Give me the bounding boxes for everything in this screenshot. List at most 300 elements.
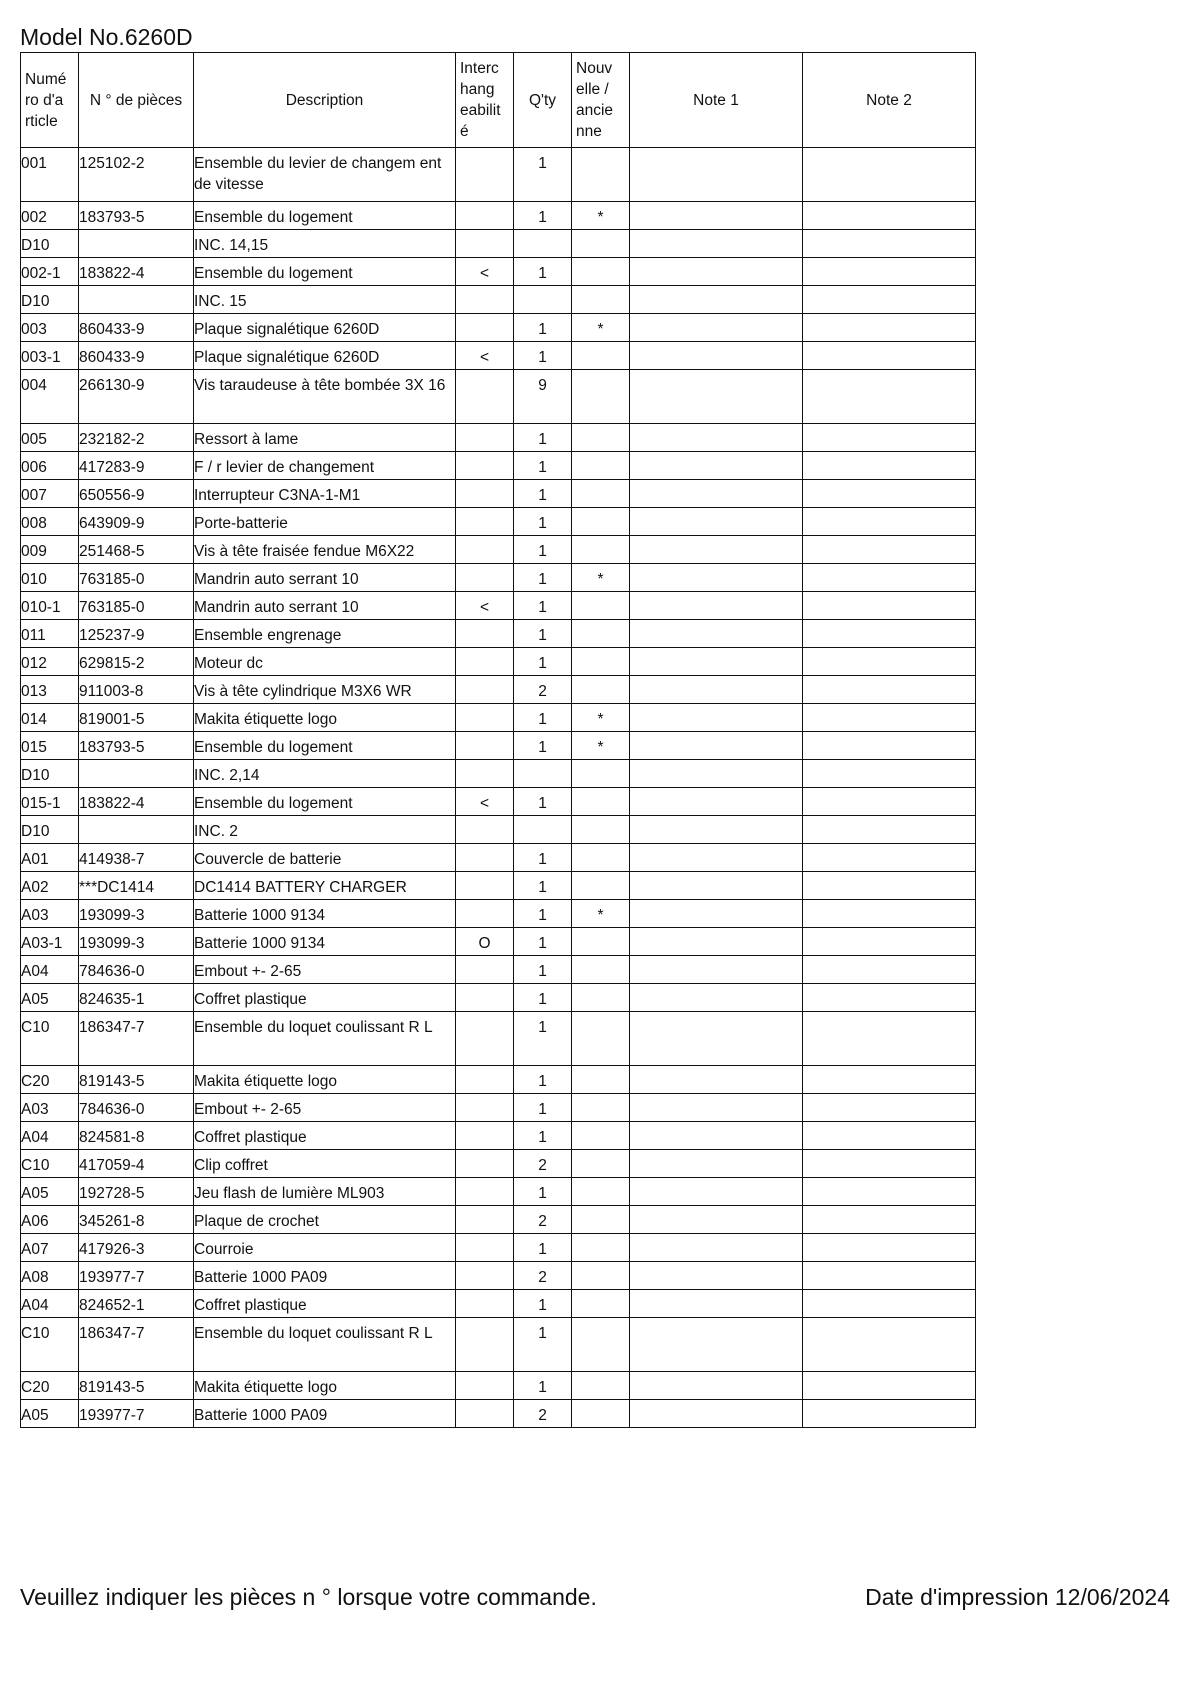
quantity-cell: 1 [514, 1178, 572, 1206]
new-old-cell [572, 1066, 630, 1094]
table-row [21, 1400, 976, 1428]
table-row [21, 342, 976, 370]
note-2-cell [803, 314, 976, 342]
note-1-cell [630, 148, 803, 202]
quantity-cell: 1 [514, 342, 572, 370]
header-quantity: Q'ty [514, 53, 572, 148]
description-cell: DC1414 BATTERY CHARGER [194, 872, 456, 900]
note-2-cell [803, 592, 976, 620]
description-cell: Batterie 1000 9134 [194, 928, 456, 956]
note-2-cell [803, 370, 976, 424]
header-part-number: N ° de pièces [79, 53, 194, 148]
note-1-cell [630, 258, 803, 286]
table-row [21, 704, 976, 732]
note-2-cell [803, 844, 976, 872]
quantity-cell: 1 [514, 984, 572, 1012]
part-number-cell: 819143-5 [79, 1066, 194, 1094]
part-number-cell: 629815-2 [79, 648, 194, 676]
header-description: Description [194, 53, 456, 148]
interchangeability-cell [456, 1318, 514, 1372]
note-1-cell [630, 732, 803, 760]
part-number-cell [79, 816, 194, 844]
new-old-cell: * [572, 202, 630, 230]
description-cell: Embout +- 2-65 [194, 1094, 456, 1122]
note-2-cell [803, 1150, 976, 1178]
note-2-cell [803, 760, 976, 788]
table-row [21, 564, 976, 592]
header-interchangeability: Interc hang eabilit é [456, 53, 514, 148]
table-row [21, 592, 976, 620]
part-number-cell [79, 760, 194, 788]
new-old-cell [572, 844, 630, 872]
new-old-cell [572, 1012, 630, 1066]
interchangeability-cell [456, 620, 514, 648]
new-old-cell [572, 676, 630, 704]
description-cell: Ensemble du logement [194, 732, 456, 760]
note-1-cell [630, 676, 803, 704]
footer-print-date: Date d'impression 12/06/2024 [865, 1584, 1170, 1610]
note-2-cell [803, 1262, 976, 1290]
description-cell: Ensemble du loquet coulissant R L [194, 1012, 456, 1066]
note-2-cell [803, 480, 976, 508]
new-old-cell [572, 984, 630, 1012]
note-2-cell [803, 1400, 976, 1428]
description-cell: Vis à tête cylindrique M3X6 WR [194, 676, 456, 704]
quantity-cell: 1 [514, 536, 572, 564]
new-old-cell [572, 1150, 630, 1178]
parts-table [20, 52, 976, 1428]
table-row [21, 1012, 976, 1066]
new-old-cell [572, 148, 630, 202]
quantity-cell: 1 [514, 1318, 572, 1372]
table-row [21, 928, 976, 956]
new-old-cell [572, 872, 630, 900]
part-number-cell: 186347-7 [79, 1012, 194, 1066]
note-2-cell [803, 536, 976, 564]
interchangeability-cell [456, 704, 514, 732]
interchangeability-cell [456, 984, 514, 1012]
table-row [21, 1262, 976, 1290]
table-row [21, 314, 976, 342]
interchangeability-cell [456, 536, 514, 564]
note-2-cell [803, 704, 976, 732]
quantity-cell: 1 [514, 564, 572, 592]
item-number-cell: 004 [21, 370, 79, 424]
part-number-cell [79, 230, 194, 258]
interchangeability-cell [456, 1094, 514, 1122]
interchangeability-cell: < [456, 788, 514, 816]
note-1-cell [630, 1206, 803, 1234]
note-1-cell [630, 872, 803, 900]
description-cell: Coffret plastique [194, 1122, 456, 1150]
description-cell: Embout +- 2-65 [194, 956, 456, 984]
table-row [21, 148, 976, 202]
item-number-cell: 003-1 [21, 342, 79, 370]
note-2-cell [803, 508, 976, 536]
note-2-cell [803, 452, 976, 480]
note-1-cell [630, 1372, 803, 1400]
note-1-cell [630, 424, 803, 452]
item-number-cell: 009 [21, 536, 79, 564]
part-number-cell: 784636-0 [79, 1094, 194, 1122]
interchangeability-cell [456, 564, 514, 592]
item-number-cell: D10 [21, 230, 79, 258]
note-2-cell [803, 230, 976, 258]
interchangeability-cell [456, 1150, 514, 1178]
note-1-cell [630, 536, 803, 564]
interchangeability-cell [456, 900, 514, 928]
table-row [21, 844, 976, 872]
quantity-cell: 2 [514, 1400, 572, 1428]
quantity-cell: 1 [514, 1234, 572, 1262]
description-cell: Plaque signalétique 6260D [194, 342, 456, 370]
part-number-cell: 125237-9 [79, 620, 194, 648]
part-number-cell: ***DC1414 [79, 872, 194, 900]
table-row [21, 1178, 976, 1206]
item-number-cell: A04 [21, 1290, 79, 1318]
item-number-cell: 015-1 [21, 788, 79, 816]
interchangeability-cell: < [456, 592, 514, 620]
header-note-2: Note 2 [803, 53, 976, 148]
note-1-cell [630, 844, 803, 872]
new-old-cell [572, 592, 630, 620]
part-number-cell: 193977-7 [79, 1400, 194, 1428]
note-1-cell [630, 1234, 803, 1262]
new-old-cell [572, 536, 630, 564]
interchangeability-cell [456, 1234, 514, 1262]
item-number-cell: 010 [21, 564, 79, 592]
table-row [21, 732, 976, 760]
description-cell: Ensemble du logement [194, 788, 456, 816]
note-2-cell [803, 676, 976, 704]
item-number-cell: A04 [21, 956, 79, 984]
item-number-cell: A05 [21, 1400, 79, 1428]
table-row [21, 1094, 976, 1122]
item-number-cell: 012 [21, 648, 79, 676]
table-row [21, 258, 976, 286]
new-old-cell: * [572, 704, 630, 732]
note-1-cell [630, 984, 803, 1012]
quantity-cell: 1 [514, 900, 572, 928]
new-old-cell [572, 1262, 630, 1290]
table-row [21, 536, 976, 564]
description-cell: Coffret plastique [194, 984, 456, 1012]
header-row [21, 53, 976, 148]
quantity-cell: 1 [514, 314, 572, 342]
part-number-cell: 414938-7 [79, 844, 194, 872]
note-1-cell [630, 816, 803, 844]
note-2-cell [803, 788, 976, 816]
page-title: Model No.6260D [20, 24, 193, 50]
description-cell: INC. 15 [194, 286, 456, 314]
quantity-cell: 1 [514, 1290, 572, 1318]
note-1-cell [630, 592, 803, 620]
new-old-cell [572, 258, 630, 286]
note-2-cell [803, 620, 976, 648]
item-number-cell: C20 [21, 1066, 79, 1094]
description-cell: Moteur dc [194, 648, 456, 676]
new-old-cell [572, 1290, 630, 1318]
item-number-cell: A03 [21, 1094, 79, 1122]
part-number-cell: 417926-3 [79, 1234, 194, 1262]
part-number-cell: 251468-5 [79, 536, 194, 564]
note-1-cell [630, 1290, 803, 1318]
quantity-cell: 1 [514, 1012, 572, 1066]
note-1-cell [630, 1178, 803, 1206]
quantity-cell: 1 [514, 1094, 572, 1122]
description-cell: Makita étiquette logo [194, 1372, 456, 1400]
new-old-cell [572, 452, 630, 480]
quantity-cell: 2 [514, 676, 572, 704]
item-number-cell: 006 [21, 452, 79, 480]
interchangeability-cell [456, 844, 514, 872]
note-2-cell [803, 1178, 976, 1206]
note-1-cell [630, 230, 803, 258]
item-number-cell: A05 [21, 984, 79, 1012]
item-number-cell: D10 [21, 286, 79, 314]
part-number-cell: 860433-9 [79, 314, 194, 342]
new-old-cell [572, 1318, 630, 1372]
description-cell: Batterie 1000 PA09 [194, 1400, 456, 1428]
new-old-cell [572, 1372, 630, 1400]
quantity-cell: 1 [514, 928, 572, 956]
table-row [21, 956, 976, 984]
description-cell: INC. 14,15 [194, 230, 456, 258]
part-number-cell: 183822-4 [79, 258, 194, 286]
note-1-cell [630, 620, 803, 648]
new-old-cell [572, 1400, 630, 1428]
part-number-cell: 860433-9 [79, 342, 194, 370]
item-number-cell: 002-1 [21, 258, 79, 286]
part-number-cell: 183793-5 [79, 732, 194, 760]
note-2-cell [803, 1372, 976, 1400]
note-2-cell [803, 648, 976, 676]
item-number-cell: 010-1 [21, 592, 79, 620]
header-new-old: Nouv elle / ancie nne [572, 53, 630, 148]
interchangeability-cell [456, 872, 514, 900]
description-cell: INC. 2,14 [194, 760, 456, 788]
item-number-cell: 005 [21, 424, 79, 452]
note-2-cell [803, 732, 976, 760]
description-cell: Plaque de crochet [194, 1206, 456, 1234]
interchangeability-cell [456, 1372, 514, 1400]
note-1-cell [630, 314, 803, 342]
new-old-cell [572, 370, 630, 424]
table-row [21, 1372, 976, 1400]
new-old-cell [572, 788, 630, 816]
table-row [21, 1066, 976, 1094]
description-cell: Plaque signalétique 6260D [194, 314, 456, 342]
interchangeability-cell [456, 1012, 514, 1066]
item-number-cell: A06 [21, 1206, 79, 1234]
note-2-cell [803, 984, 976, 1012]
note-1-cell [630, 508, 803, 536]
new-old-cell: * [572, 732, 630, 760]
note-1-cell [630, 370, 803, 424]
quantity-cell: 1 [514, 1066, 572, 1094]
interchangeability-cell [456, 732, 514, 760]
interchangeability-cell [456, 816, 514, 844]
description-cell: Porte-batterie [194, 508, 456, 536]
note-2-cell [803, 1094, 976, 1122]
description-cell: F / r levier de changement [194, 452, 456, 480]
note-2-cell [803, 286, 976, 314]
quantity-cell: 2 [514, 1262, 572, 1290]
note-2-cell [803, 564, 976, 592]
new-old-cell [572, 620, 630, 648]
interchangeability-cell [456, 1122, 514, 1150]
part-number-cell: 824581-8 [79, 1122, 194, 1150]
table-row [21, 760, 976, 788]
item-number-cell: A07 [21, 1234, 79, 1262]
note-1-cell [630, 342, 803, 370]
table-row [21, 508, 976, 536]
header-note-1: Note 1 [630, 53, 803, 148]
table-row [21, 816, 976, 844]
quantity-cell: 1 [514, 480, 572, 508]
description-cell: Coffret plastique [194, 1290, 456, 1318]
item-number-cell: 013 [21, 676, 79, 704]
note-2-cell [803, 1122, 976, 1150]
item-number-cell: 007 [21, 480, 79, 508]
part-number-cell: 763185-0 [79, 592, 194, 620]
table-row [21, 648, 976, 676]
part-number-cell: 183822-4 [79, 788, 194, 816]
note-2-cell [803, 956, 976, 984]
part-number-cell: 650556-9 [79, 480, 194, 508]
item-number-cell: 003 [21, 314, 79, 342]
quantity-cell: 1 [514, 452, 572, 480]
table-row [21, 202, 976, 230]
note-1-cell [630, 1400, 803, 1428]
note-1-cell [630, 202, 803, 230]
description-cell: Mandrin auto serrant 10 [194, 592, 456, 620]
item-number-cell: D10 [21, 816, 79, 844]
interchangeability-cell [456, 1178, 514, 1206]
note-2-cell [803, 148, 976, 202]
interchangeability-cell [456, 480, 514, 508]
table-row [21, 1234, 976, 1262]
interchangeability-cell [456, 648, 514, 676]
part-number-cell: 192728-5 [79, 1178, 194, 1206]
description-cell: Jeu flash de lumière ML903 [194, 1178, 456, 1206]
table-row [21, 676, 976, 704]
note-1-cell [630, 956, 803, 984]
item-number-cell: A01 [21, 844, 79, 872]
item-number-cell: 008 [21, 508, 79, 536]
part-number-cell [79, 286, 194, 314]
item-number-cell: A08 [21, 1262, 79, 1290]
note-1-cell [630, 928, 803, 956]
interchangeability-cell [456, 370, 514, 424]
new-old-cell [572, 1234, 630, 1262]
part-number-cell: 266130-9 [79, 370, 194, 424]
part-number-cell: 417283-9 [79, 452, 194, 480]
item-number-cell: C10 [21, 1012, 79, 1066]
new-old-cell: * [572, 314, 630, 342]
note-1-cell [630, 1150, 803, 1178]
item-number-cell: A03 [21, 900, 79, 928]
part-number-cell: 784636-0 [79, 956, 194, 984]
new-old-cell [572, 424, 630, 452]
quantity-cell: 2 [514, 1206, 572, 1234]
description-cell: Ensemble du logement [194, 258, 456, 286]
new-old-cell [572, 816, 630, 844]
item-number-cell: 002 [21, 202, 79, 230]
note-2-cell [803, 342, 976, 370]
note-2-cell [803, 1290, 976, 1318]
description-cell: Vis taraudeuse à tête bombée 3X 16 [194, 370, 456, 424]
description-cell: Ensemble engrenage [194, 620, 456, 648]
table-row [21, 286, 976, 314]
part-number-cell: 125102-2 [79, 148, 194, 202]
quantity-cell: 1 [514, 202, 572, 230]
note-1-cell [630, 788, 803, 816]
quantity-cell: 1 [514, 1122, 572, 1150]
note-1-cell [630, 1066, 803, 1094]
quantity-cell: 1 [514, 956, 572, 984]
part-number-cell: 183793-5 [79, 202, 194, 230]
note-1-cell [630, 1012, 803, 1066]
item-number-cell: C10 [21, 1318, 79, 1372]
table-row [21, 480, 976, 508]
part-number-cell: 824635-1 [79, 984, 194, 1012]
item-number-cell: C20 [21, 1372, 79, 1400]
part-number-cell: 193099-3 [79, 900, 194, 928]
item-number-cell: D10 [21, 760, 79, 788]
note-2-cell [803, 424, 976, 452]
note-2-cell [803, 1206, 976, 1234]
table-row [21, 1122, 976, 1150]
quantity-cell [514, 286, 572, 314]
quantity-cell: 1 [514, 424, 572, 452]
quantity-cell: 1 [514, 732, 572, 760]
new-old-cell: * [572, 564, 630, 592]
part-number-cell: 819001-5 [79, 704, 194, 732]
interchangeability-cell [456, 956, 514, 984]
note-1-cell [630, 452, 803, 480]
table-row [21, 1318, 976, 1372]
description-cell: Ensemble du loquet coulissant R L [194, 1318, 456, 1372]
note-2-cell [803, 1234, 976, 1262]
new-old-cell [572, 1122, 630, 1150]
item-number-cell: 011 [21, 620, 79, 648]
item-number-cell: C10 [21, 1150, 79, 1178]
interchangeability-cell [456, 314, 514, 342]
part-number-cell: 193977-7 [79, 1262, 194, 1290]
description-cell: INC. 2 [194, 816, 456, 844]
note-1-cell [630, 286, 803, 314]
note-1-cell [630, 704, 803, 732]
table-row [21, 1290, 976, 1318]
quantity-cell: 1 [514, 148, 572, 202]
part-number-cell: 643909-9 [79, 508, 194, 536]
table-row [21, 230, 976, 258]
table-row [21, 872, 976, 900]
note-2-cell [803, 1012, 976, 1066]
table-row [21, 900, 976, 928]
interchangeability-cell: O [456, 928, 514, 956]
quantity-cell [514, 760, 572, 788]
table-row [21, 424, 976, 452]
description-cell: Courroie [194, 1234, 456, 1262]
table-row [21, 620, 976, 648]
quantity-cell: 2 [514, 1150, 572, 1178]
part-number-cell: 345261-8 [79, 1206, 194, 1234]
part-number-cell: 763185-0 [79, 564, 194, 592]
new-old-cell [572, 286, 630, 314]
quantity-cell: 1 [514, 258, 572, 286]
